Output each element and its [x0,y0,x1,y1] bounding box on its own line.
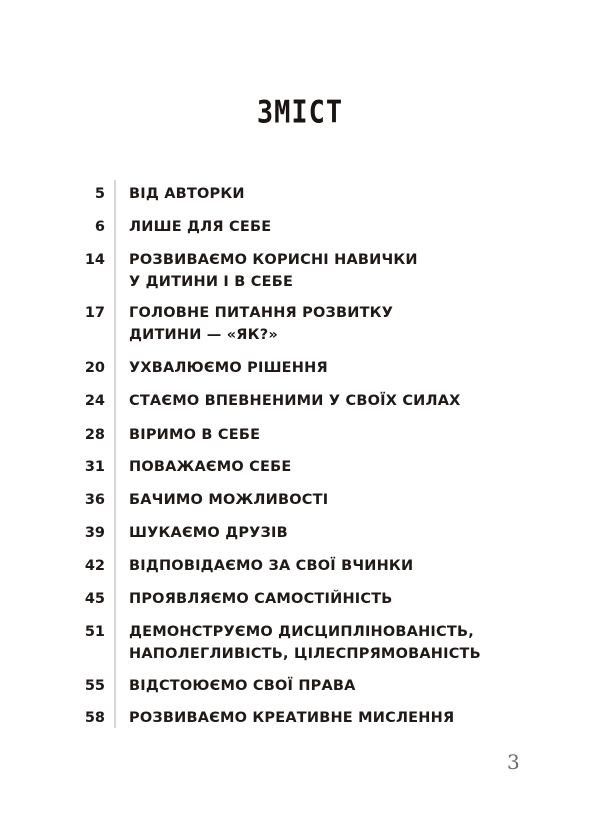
toc-entry-title-line: РОЗВИВАЄМО КОРИСНІ НАВИЧКИ [129,252,418,268]
toc-entry-title [129,456,529,478]
toc-entry-title [129,424,529,446]
toc-divider-line [114,180,116,728]
toc-entry-title-line: ПОВАЖАЄМО СЕБЕ [129,459,292,475]
toc-entry-page-number: 17 [84,305,105,321]
toc-entry-title [129,249,529,293]
toc-entry-title [129,522,529,544]
toc-entry-page-number: 31 [84,459,105,475]
toc-entry-title [129,621,529,665]
toc-entry-title-line: ВІРИМО В СЕБЕ [129,427,261,443]
toc-entry-title [129,588,529,610]
toc-entry-page-number: 14 [84,252,105,268]
toc-entry-title-line: ДЕМОНСТРУЄМО ДИСЦИПЛІНОВАНІСТЬ, [129,624,474,640]
toc-entry-title-line: ПРОЯВЛЯЄМО САМОСТІЙНІСТЬ [129,591,393,607]
toc-entry-title [129,489,529,511]
toc-entry-title [129,357,529,379]
toc-entry-page-number: 24 [84,393,105,409]
toc-entry-title-line: ГОЛОВНЕ ПИТАННЯ РОЗВИТКУ [129,305,394,321]
toc-entry-page-number: 45 [84,591,105,607]
toc-entry-title-line: ДИТИНИ — «ЯК?» [129,327,278,343]
toc-entry-title-line: ВІДПОВІДАЄМО ЗА СВОЇ ВЧИНКИ [129,558,414,574]
toc-entry-page-number: 28 [84,427,105,443]
toc-entry-title-line: У ДИТИНИ І В СЕБЕ [129,274,294,290]
toc-entry-title [129,555,529,577]
toc-entry-title-line: РОЗВИВАЄМО КРЕАТИВНЕ МИСЛЕННЯ [129,710,455,726]
toc-entry-title [129,216,529,238]
toc-entry-page-number: 36 [84,492,105,508]
toc-entry-title-line: ВІД АВТОРКИ [129,186,245,202]
toc-entry-page-number: 6 [94,219,105,235]
toc-entry-title-line: УХВАЛЮЄМО РІШЕННЯ [129,360,328,376]
toc-entry-title-line: ЛИШЕ ДЛЯ СЕБЕ [129,219,272,235]
toc-entry-page-number: 51 [84,624,105,640]
toc-entry-page-number: 5 [94,186,105,202]
toc-entry-title-line: БАЧИМО МОЖЛИВОСТІ [129,492,329,508]
toc-entry-title [129,675,529,697]
toc-entry-title-line: ШУКАЄМО ДРУЗІВ [129,525,288,541]
toc-entry-page-number: 39 [84,525,105,541]
toc-entry-page-number: 55 [84,678,105,694]
toc-entry-page-number: 20 [84,360,105,376]
toc-entry-title-line: НАПОЛЕГЛИВІСТЬ, ЦІЛЕСПРЯМОВАНІСТЬ [129,646,481,662]
toc-entry-title [129,707,529,729]
page-number: 3 [507,750,520,774]
toc-entry-title-line: СТАЄМО ВПЕВНЕНИМИ У СВОЇХ СИЛАХ [129,393,461,409]
toc-entry-title [129,390,529,412]
toc-entry-title [129,302,529,346]
toc-entry-title-line: ВІДСТОЮЄМО СВОЇ ПРАВА [129,678,356,694]
page-title: ЗМІСТ [256,94,344,131]
toc-entry-page-number: 42 [84,558,105,574]
toc-entry-page-number: 58 [84,710,105,726]
toc-entry-title [129,183,529,205]
